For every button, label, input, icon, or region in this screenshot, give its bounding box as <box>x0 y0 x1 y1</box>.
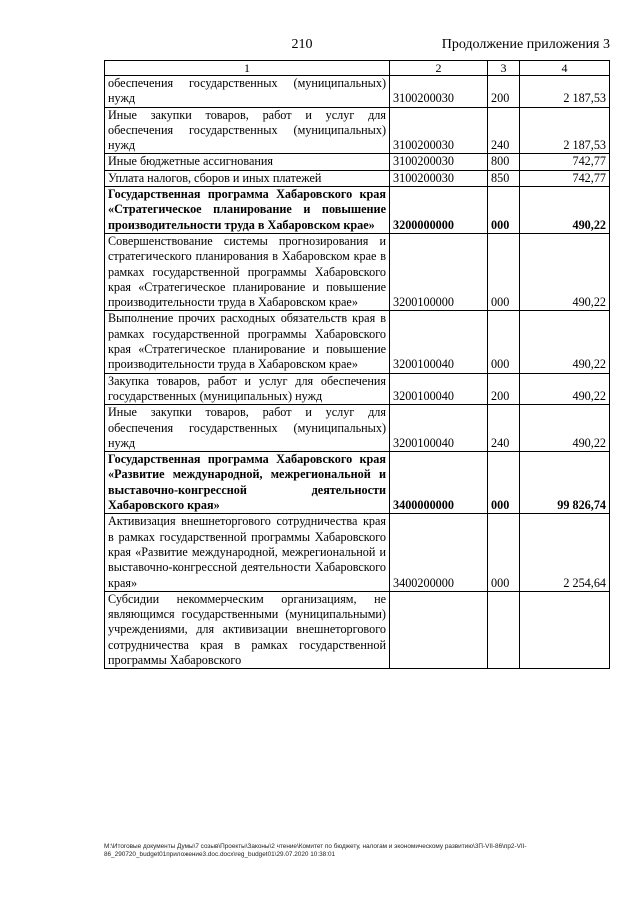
row-kind-cell: 240 <box>488 405 520 452</box>
budget-table <box>104 60 610 669</box>
row-code-cell: 3200100040 <box>390 373 488 405</box>
column-header: 2 <box>390 61 488 76</box>
row-kind-cell: 850 <box>488 170 520 186</box>
row-name-cell: Иные закупки товаров, работ и услуг для обеспечения государственных (муниципальных) нужд <box>105 107 390 154</box>
row-amount-cell: 2 187,53 <box>520 107 610 154</box>
row-amount-cell <box>520 591 610 668</box>
row-amount-cell: 490,22 <box>520 233 610 310</box>
row-kind-cell: 240 <box>488 107 520 154</box>
row-name-cell: Иные закупки товаров, работ и услуг для обеспечения государственных (муниципальных) нужд <box>105 405 390 452</box>
row-code-cell: 3100200030 <box>390 154 488 170</box>
table-row <box>105 373 610 405</box>
row-kind-cell: 000 <box>488 233 520 310</box>
appendix-label: Продолжение приложения 3 <box>441 37 610 52</box>
row-name-cell: Активизация внешнеторгового сотрудничества края в рамках государственной программы Хабаровского края «Развитие международной, межрегиональной и выставочно-конгрессной деятельности Хабаровского края» <box>105 514 390 591</box>
row-code-cell: 3200100000 <box>390 233 488 310</box>
column-header: 1 <box>105 61 390 76</box>
row-name-cell: Государственная программа Хабаровского края «Развитие международной, межрегиональной и выставочно-конгрессной деятельности Хабаровского края» <box>105 452 390 514</box>
row-amount-cell: 2 254,64 <box>520 514 610 591</box>
page-number: 210 <box>291 37 313 52</box>
row-kind-cell <box>488 591 520 668</box>
row-kind-cell: 000 <box>488 452 520 514</box>
row-name-cell: Закупка товаров, работ и услуг для обеспечения государственных (муниципальных) нужд <box>105 373 390 405</box>
row-amount-cell: 742,77 <box>520 154 610 170</box>
row-amount-cell: 99 826,74 <box>520 452 610 514</box>
table-row <box>105 187 610 234</box>
row-kind-cell: 200 <box>488 76 520 108</box>
row-name-cell: Субсидии некоммерческим организациям, не являющимся государственными (муниципальными) учреждениями, для активизации внешнеторгового сотрудничества края в рамках государственной программы Хабаровского <box>105 591 390 668</box>
row-kind-cell: 800 <box>488 154 520 170</box>
row-kind-cell: 000 <box>488 311 520 373</box>
row-kind-cell: 000 <box>488 187 520 234</box>
row-name-cell: Иные бюджетные ассигнования <box>105 154 390 170</box>
document-path-footer: М:\Итоговые документы Думы\7 созыв\Проекты\Законы\2 чтение\Комитет по бюджету, налогам и экономическому развитию\3П-VII-86\пр2-VII-86_290720_budget01приложение3.doc.docx\reg_budget01\29.07.2020 10:38:01 <box>104 843 527 858</box>
table-row <box>105 514 610 591</box>
table-row <box>105 154 610 170</box>
row-kind-cell: 200 <box>488 373 520 405</box>
table-row <box>105 452 610 514</box>
row-name-cell: Совершенствование системы прогнозирования и стратегического планирования в Хабаровском крае в рамках государственной программы Хабаровского края «Стратегическое планирование и повышение производительности труда в Хабаровском крае» <box>105 233 390 310</box>
table-row <box>105 405 610 452</box>
row-amount-cell: 490,22 <box>520 373 610 405</box>
table-header-row <box>105 61 610 76</box>
row-amount-cell: 490,22 <box>520 187 610 234</box>
table-row <box>105 311 610 373</box>
row-code-cell: 3400000000 <box>390 452 488 514</box>
row-code-cell <box>390 591 488 668</box>
row-code-cell: 3200000000 <box>390 187 488 234</box>
row-code-cell: 3200100040 <box>390 311 488 373</box>
column-header: 4 <box>520 61 610 76</box>
row-code-cell: 3100200030 <box>390 170 488 186</box>
table-row <box>105 591 610 668</box>
table-row <box>105 170 610 186</box>
row-amount-cell: 490,22 <box>520 311 610 373</box>
row-amount-cell: 2 187,53 <box>520 76 610 108</box>
row-code-cell: 3200100040 <box>390 405 488 452</box>
table-row <box>105 107 610 154</box>
row-code-cell: 3100200030 <box>390 76 488 108</box>
table-row <box>105 76 610 108</box>
row-amount-cell: 742,77 <box>520 170 610 186</box>
row-amount-cell: 490,22 <box>520 405 610 452</box>
row-name-cell: обеспечения государственных (муниципальных) нужд <box>105 76 390 108</box>
table-row <box>105 233 610 310</box>
row-name-cell: Государственная программа Хабаровского края «Стратегическое планирование и повышение производительности труда в Хабаровском крае» <box>105 187 390 234</box>
row-code-cell: 3400200000 <box>390 514 488 591</box>
row-name-cell: Уплата налогов, сборов и иных платежей <box>105 170 390 186</box>
row-kind-cell: 000 <box>488 514 520 591</box>
row-code-cell: 3100200030 <box>390 107 488 154</box>
row-name-cell: Выполнение прочих расходных обязательств края в рамках государственной программы Хабаровского края «Стратегическое планирование и повышение производительности труда в Хабаровском крае» <box>105 311 390 373</box>
column-header: 3 <box>488 61 520 76</box>
